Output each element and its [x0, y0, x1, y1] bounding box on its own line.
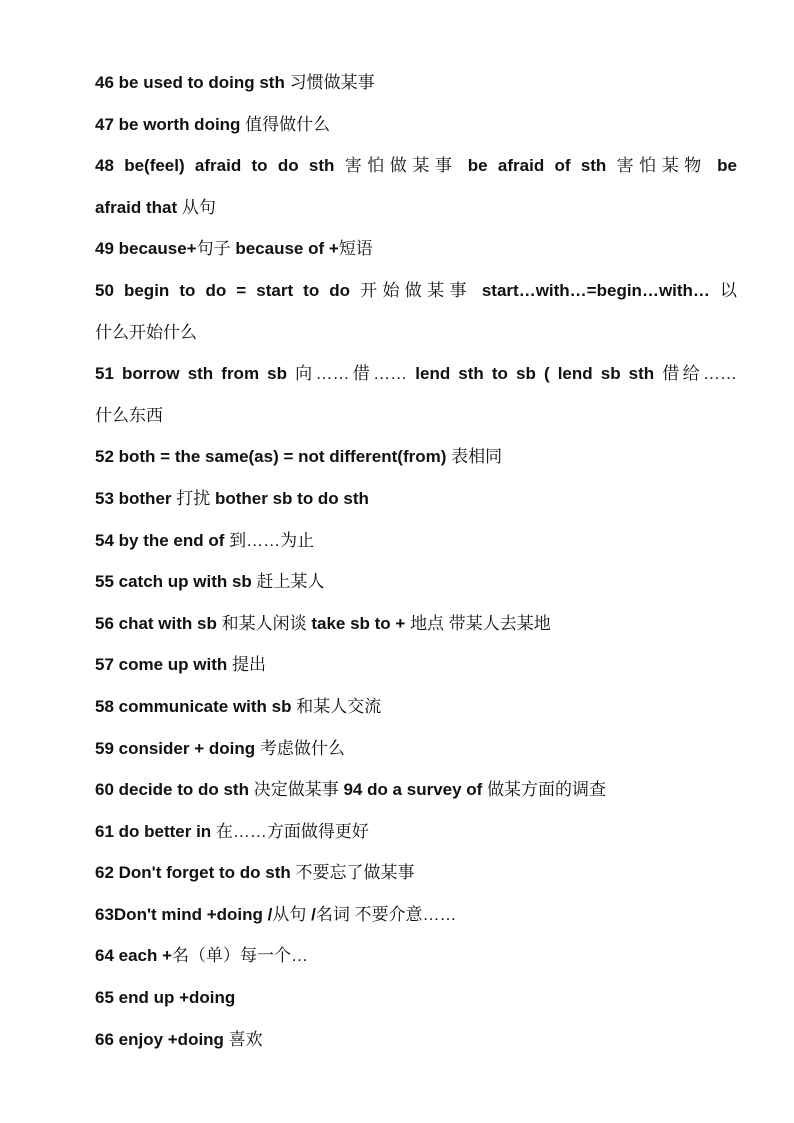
phrase-text: 61 do better in [95, 821, 216, 841]
phrase-text: 58 communicate with sb [95, 696, 297, 716]
meaning-text: 习惯做某事 [289, 73, 375, 92]
text-line [95, 270, 737, 312]
meaning-text: 决定做某事 [253, 780, 344, 800]
phrase-text: 63Don't mind +doing / [95, 904, 273, 924]
document-page [95, 62, 737, 1060]
meaning-text: 名（单）每一个… [172, 946, 309, 966]
text-line [95, 395, 737, 437]
text-line [95, 686, 737, 728]
text-line [95, 145, 737, 187]
phrase-text: / [311, 904, 316, 924]
phrase-text: 64 each + [95, 946, 173, 966]
phrase-text: 53 bother [95, 488, 177, 508]
phrase-text: afraid that [95, 197, 182, 217]
meaning-text: 表相同 [451, 447, 503, 467]
text-line [95, 62, 737, 104]
text-line [95, 935, 737, 977]
phrase-text: 52 both = the same(as) = not different(from) [95, 447, 452, 467]
phrase-text: 65 end up +doing [95, 988, 236, 1008]
meaning-text: 句子 [196, 239, 236, 259]
text-line [95, 852, 737, 894]
meaning-text: 打扰 [176, 488, 215, 508]
meaning-text: 名词 不要介意…… [315, 904, 457, 924]
text-line [95, 228, 737, 270]
text-line [95, 104, 737, 146]
meaning-text: 开始做某事 [360, 280, 482, 300]
meaning-text: 和某人闲谈 [221, 613, 312, 633]
meaning-text: 在……方面做得更好 [215, 821, 369, 841]
meaning-text: 什么东西 [95, 405, 163, 425]
meaning-text: 从句 [272, 904, 312, 924]
text-line [95, 353, 737, 395]
phrase-text: be [717, 156, 737, 176]
text-line [95, 894, 737, 936]
text-line [95, 977, 737, 1019]
meaning-text: 提出 [231, 655, 266, 675]
text-line [95, 478, 737, 520]
text-line [95, 769, 737, 811]
phrase-text: lend sth to sb ( lend sb sth [415, 364, 663, 384]
phrase-text: 57 come up with [95, 655, 232, 675]
phrase-text: 51 borrow sth from sb [95, 364, 296, 384]
meaning-text: 短语 [338, 239, 373, 259]
phrase-text: 55 catch up with sb [95, 572, 257, 592]
phrase-text: 94 do a survey of [343, 780, 488, 800]
phrase-text: 62 Don't forget to do sth [95, 863, 296, 883]
meaning-text: 什么开始什么 [95, 322, 197, 342]
phrase-text: 50 begin to do = start to do [95, 280, 361, 300]
text-line [95, 1019, 737, 1061]
text-line [95, 312, 737, 354]
phrase-text: 49 because+ [95, 239, 197, 259]
meaning-text: 借给…… [662, 364, 737, 384]
phrase-text: start…with…=begin…with… [481, 280, 720, 300]
meaning-text: 从句 [181, 197, 216, 217]
phrase-text: 54 by the end of [95, 530, 230, 550]
meaning-text: 值得做什么 [245, 114, 331, 134]
meaning-text: 和某人交流 [296, 696, 382, 716]
meaning-text: 到……为止 [229, 530, 315, 550]
phrase-text: 66 enjoy +doing [95, 1029, 229, 1049]
meaning-text: 地点 带某人去某地 [410, 613, 551, 633]
phrase-text: 60 decide to do sth [95, 780, 254, 800]
phrase-text: 56 chat with sb [95, 613, 222, 633]
meaning-text: 害怕做某事 [344, 156, 468, 176]
text-line [95, 187, 737, 229]
meaning-text: 不要忘了做某事 [295, 863, 415, 883]
text-line [95, 811, 737, 853]
meaning-text: 向……借…… [295, 364, 416, 384]
text-line [95, 728, 737, 770]
phrase-text: 46 be used to doing sth [95, 73, 290, 92]
phrase-text: 47 be worth doing [95, 114, 246, 134]
phrase-text: because of + [235, 239, 339, 259]
phrase-text: 59 consider + doing [95, 738, 260, 758]
text-line [95, 644, 737, 686]
meaning-text: 做某方面的调查 [487, 780, 607, 800]
phrase-text: take sb to + [311, 613, 411, 633]
meaning-text: 喜欢 [228, 1029, 263, 1049]
meaning-text: 赶上某人 [256, 572, 325, 592]
meaning-text: 考虑做什么 [259, 738, 345, 758]
meaning-text: 以 [720, 280, 737, 300]
phrase-text: bother sb to do sth [214, 488, 369, 508]
meaning-text: 害怕某物 [616, 156, 718, 176]
text-line [95, 436, 737, 478]
phrase-text: 48 be(feel) afraid to do sth [95, 156, 345, 176]
text-line [95, 520, 737, 562]
phrase-text: be afraid of sth [467, 156, 617, 176]
text-line [95, 603, 737, 645]
text-line [95, 561, 737, 603]
